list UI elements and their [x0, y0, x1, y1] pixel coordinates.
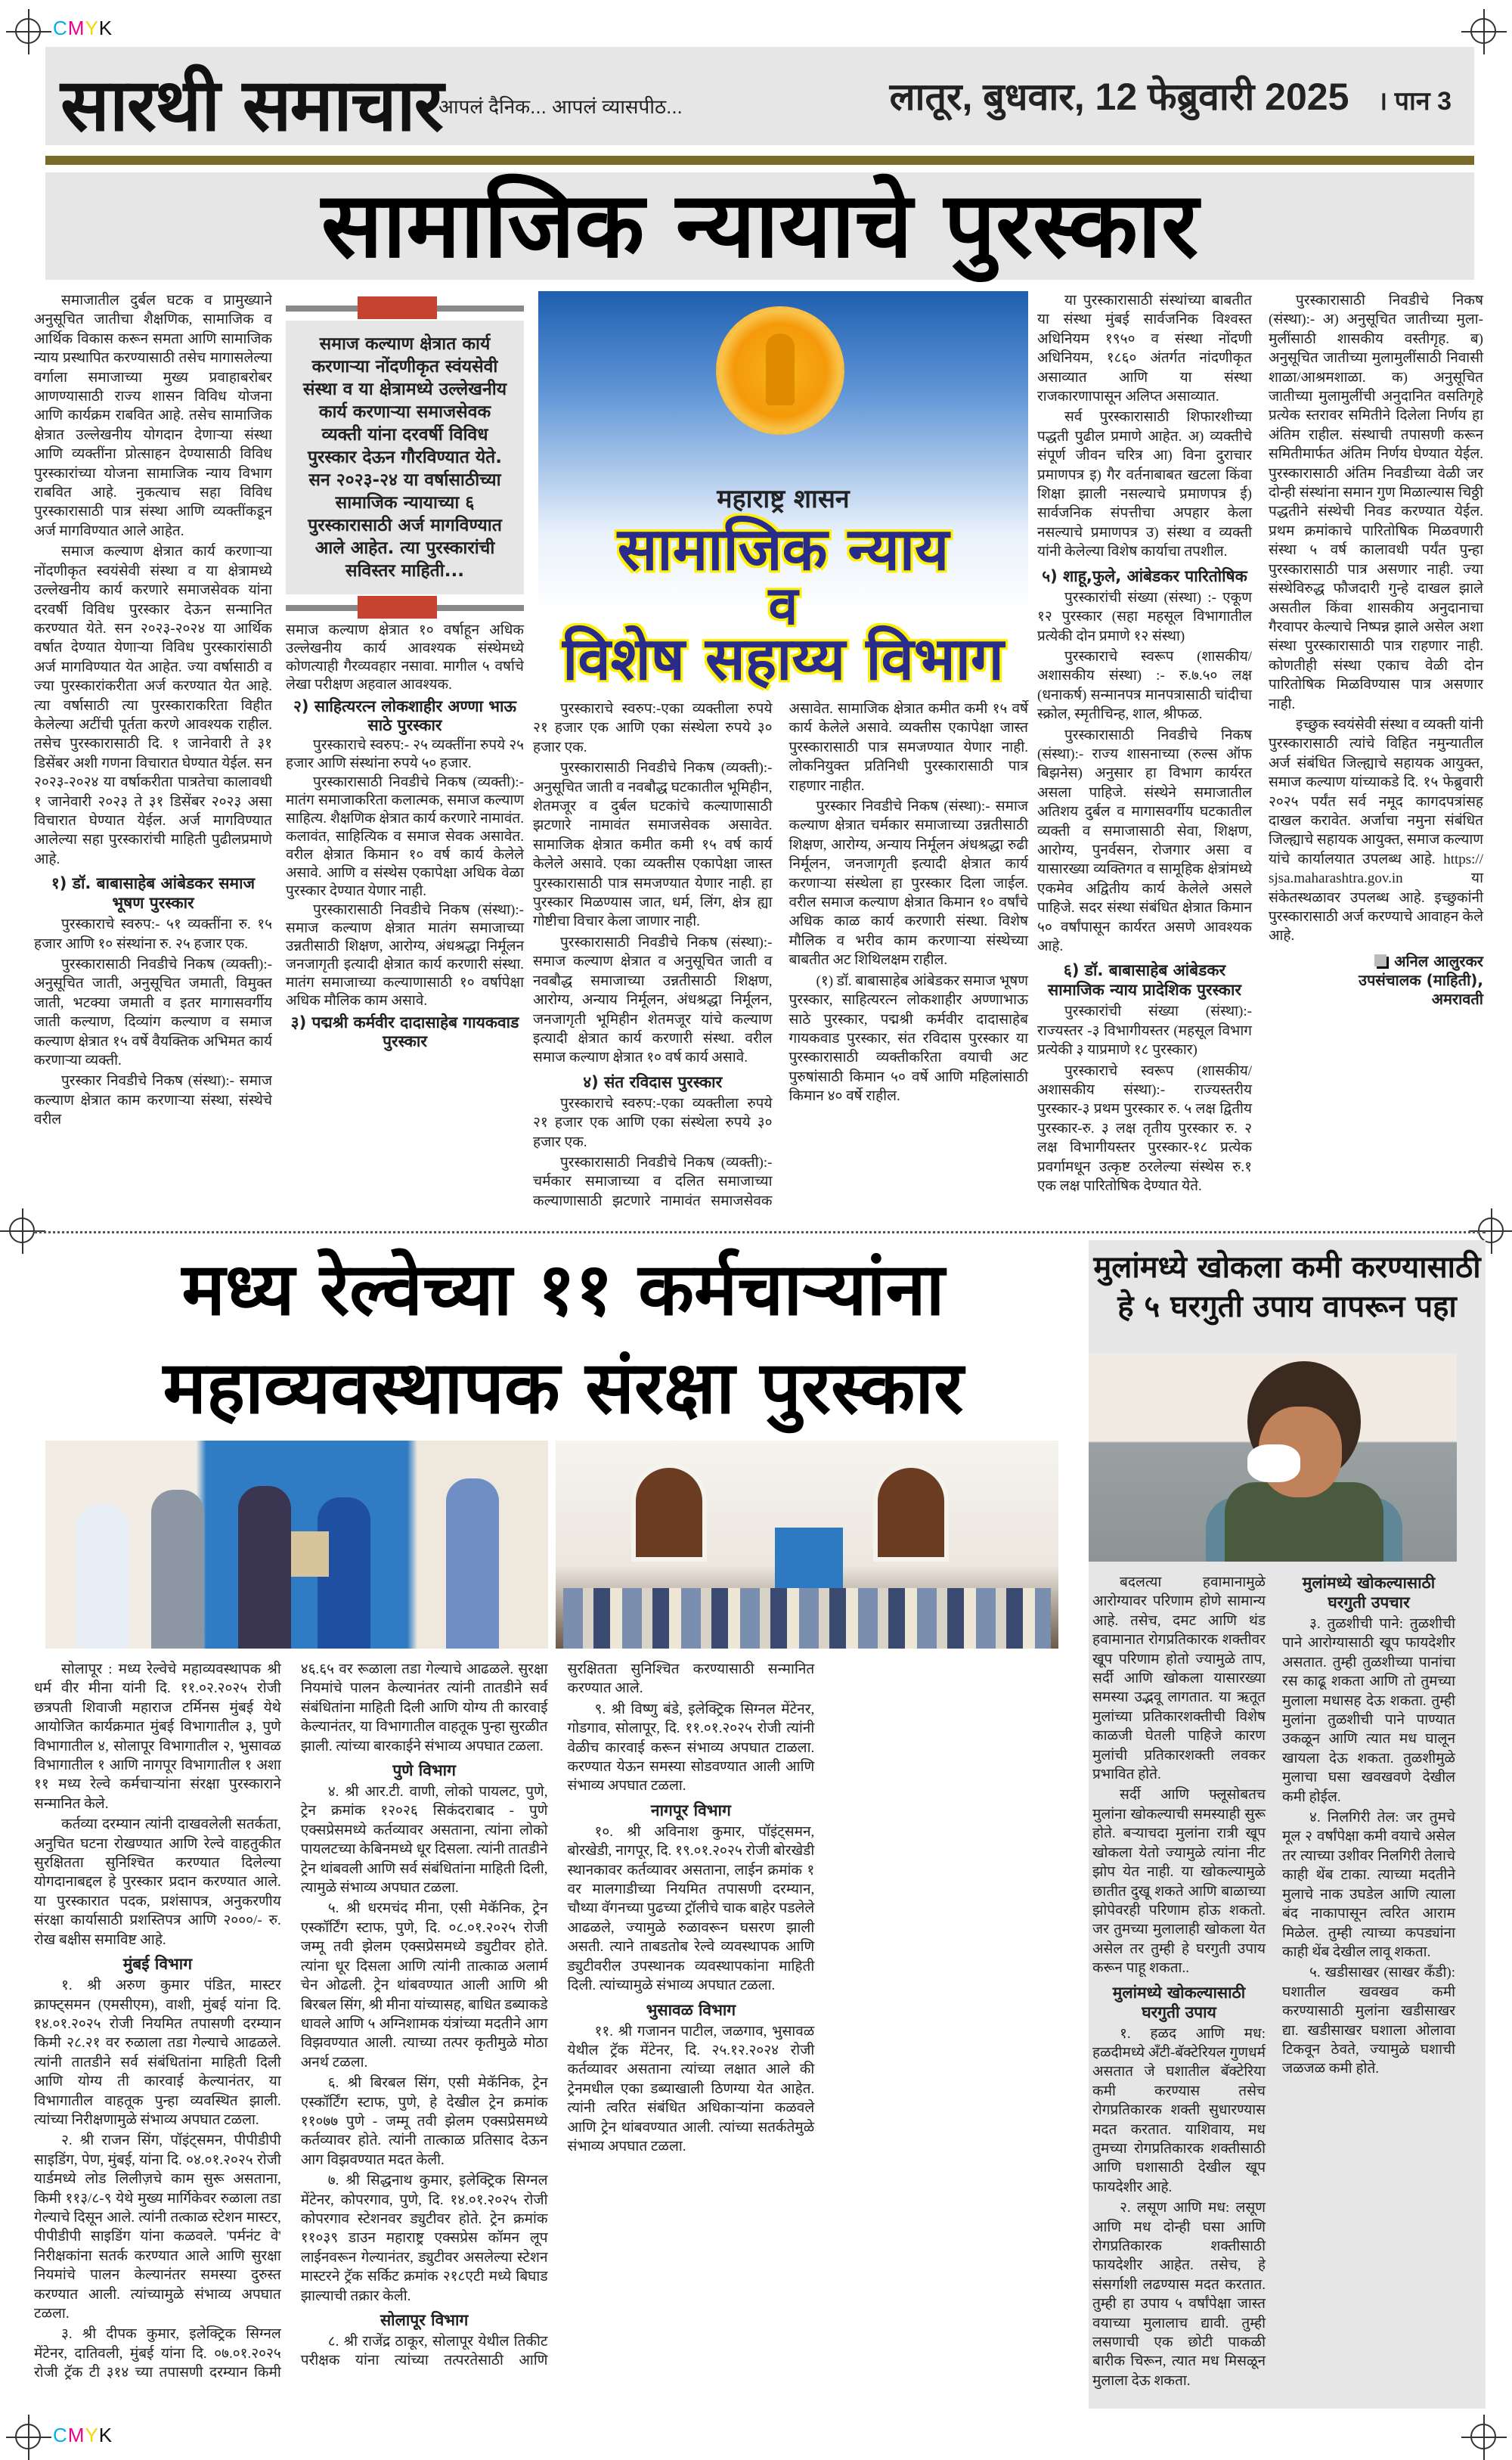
cmyk-y: Y: [85, 17, 99, 39]
paragraph: ५. खडीसाखर (साखर कँडी): घशातील खवखव कमी करण्यासाठी मुलांना खडीसाखर द्या. खडीसाखर घशाला ओलावा टिकवून ठेवते, ज्यामुळे घशाची जळजळ कमी होते.: [1282, 1965, 1455, 2077]
subheading: भुसावळ विभाग: [646, 2000, 736, 2019]
person-figure: [76, 1505, 129, 1649]
social-justice-department-poster: [538, 291, 1028, 693]
person-figure: [446, 1478, 499, 1649]
registration-mark-icon: [15, 2424, 41, 2449]
arched-window: [631, 1463, 707, 1562]
paragraph: बदलत्या हवामानामुळे आरोग्यावर परिणाम होणे सामान्य आहे. तसेच, दमट आणि थंड हवामानात रोगप्रतिकारक शक्तीवर खूप परिणाम होतो ज्यामुळे ताप, सर्दी आणि खोकला यासारख्या समस्या उद्भवू लागतात. या ऋतूत मुलांच्या प्रतिकारशक्तीची विशेष काळजी घेतली पाहिजे कारण मुलांची प्रतिकारशक्ती लवकर प्रभावित होते.: [1092, 1574, 1266, 1783]
paragraph: पुरस्काराचे स्वरूप (शासकीय/अशासकीय संस्था) :- रु.७.५० लक्ष (धनाकर्ष) सन्मानपत्र मानपत्रासाठी चांदीचा स्क्रोल, स्मृतीचिन्ह, शाल, श्रीफळ.: [1037, 648, 1252, 723]
top-story-column-1: [34, 291, 272, 1225]
registration-mark-icon: [1470, 2424, 1496, 2449]
rail-story-body: [34, 1660, 1081, 2401]
paragraph: ३. श्री दीपक कुमार, इलेक्ट्रिक सिग्नल मेंटेनर, दातिवली, मुंबई यांना दि. ०७.०१.२०२५ रोजी ट्रॅक टी ३१४ च्या तपासणी दरम्यान किमी ४६.६५ वर रूळाला तडा गेल्याचे आढळले. सुरक्षा नियमांचे पालन केल्यानंतर त्यांनी तातडीने सर्व संबंधितांना माहिती दिली आणि योग्य ती कारवाई केल्यानंतर, या विभागातील वाहतूक पुन्हा सुरळीत झाली. त्यांच्या बारकाईने संभाव्य अपघात टळला.: [34, 1661, 548, 2381]
paragraph: १. श्री अरुण कुमार पंडित, मास्टर क्राफ्ट्समन (एमसीएम), वाशी, मुंबई यांना दि. १४.०१.२०२५ रोजी नियमित तपासणी दरम्यान किमी २८.२१ वर रुळाला तडा गेल्याचे आढळले. त्यांनी तातडीने सर्व संबंधितांना माहिती दिली आणि योग्य ती कारवाई केल्यानंतर, या विभागातील वाहतूक पुन्हा व्यवस्थित झाली. त्यांच्या निरीक्षणामुळे संभाव्य अपघात टळला.: [34, 1978, 281, 2128]
subheading: १) डॉ. बाबासाहेब आंबेडकर समाज भूषण पुरस्कार: [51, 874, 256, 913]
paragraph: १. हळद आणि मध: हळदीमध्ये अँटी-बॅक्टेरियल गुणधर्म असतात जे घशातील बॅक्टेरिया कमी करण्यास तसेच रोगप्रतिकारक शक्ती सुधारण्यास मदत करतात. याशिवाय, मध तुमच्या रोगप्रतिकारक शक्तीसाठी आणि घशासाठी देखील खूप फायदेशीर आहे.: [1092, 2025, 1266, 2195]
paragraph: पुरस्कारासाठी निवडीचे निकष (व्यक्ती):- चर्मकार समाजाच्या व दलित समाजाच्या कल्याणासाठी झटणारे नामावंत समाजसेवक असावेत. सामाजिक क्षेत्रात कमीत कमी १५ वर्षे कार्य केलेले असावे. व्यक्तीस एकापेक्षा जास्त पुरस्कारासाठी पात्र समजण्यात येणार नाही. लोकनियुक्त प्रतिनिधी पुरस्कारासाठी पात्र राहणार नाहीत.: [533, 701, 1028, 1209]
subheading: ३) पद्मश्री कर्मवीर दादासाहेब गायकवाड पुरस्कार: [290, 1013, 519, 1050]
top-story-columns-3-4: [533, 700, 1028, 1225]
health-story-sidebar: [1089, 1240, 1486, 2409]
author-place: अमरावती: [1431, 989, 1483, 1008]
cmyk-m: M: [67, 17, 85, 39]
paragraph: पुरस्कारांची संख्या (संस्था) :- एकूण १२ पुरस्कार (सहा महसूल विभागातील प्रत्येकी दोन प्रमाणे १२ संस्था): [1037, 589, 1252, 644]
paragraph: पुरस्कारासाठी निवडीचे निकष (व्यक्ती):- अनुसूचित जाती व नवबौद्ध घटकातील भूमिहीन, शेतमजूर व दुर्बल घटकांचे कल्याणासाठी झटणारे नामावंत समाजसेवक असावेत. सामाजिक क्षेत्रात कमीत कमी १५ वर्ष कार्य केलेले असावे. एका व्यक्तीस एकापेक्षा जास्त पुरस्कारासाठी पात्र समजण्यात येणार नाही. हा पुरस्कार मिळण्यास जात, धर्म, लिंग, क्षेत्र ह्या गोष्टीचा विचार केला जाणार नाही.: [533, 760, 773, 930]
paragraph: पुरस्कारासाठी निवडीचे निकष (व्यक्ती):- मातंग समाजाकरिता कलात्मक, समाज कल्याण साहित्य. शैक्षणिक क्षेत्रात कार्य करणारे नामावंत. कलावंत, साहित्यिक व समाज सेवक असावेत. वरील क्षेत्रात किमान १० वर्ष कार्य केलेले असावे. आणि व संस्थेस एकापेक्षा अधिक वेळा पुरस्कार देण्यात येणार नाही.: [286, 774, 524, 899]
cmyk-m: M: [67, 2424, 85, 2446]
paragraph: २. लसूण आणि मध: लसूण आणि मध दोन्ही घसा आणि रोगप्रतिकारक शक्तीसाठी फायदेशीर आहेत. तसेच, हे संसर्गाशी लढण्यास मदत करतात. तुम्ही हा उपाय ५ वर्षांपेक्षा जास्त वयाच्या मुलालाच द्यावी. तुम्ही लसणाची एक छोटी पाकळी बारीक चिरून, त्यात मध मिसळून मुलाला देऊ शकता.: [1092, 2200, 1266, 2389]
subheading: मुंबई विभाग: [122, 1955, 193, 1974]
poster-title-line2: व: [768, 575, 798, 637]
author-title: उपसंचालक (माहिती),: [1358, 970, 1483, 989]
headline-line-2: हे ५ घरगुती उपाय वापरून पहा: [1117, 1289, 1457, 1324]
subheading: पुणे विभाग: [392, 1761, 456, 1780]
subheading: ६) डॉ. बाबासाहेब आंबेडकर सामाजिक न्याय प्रादेशिक पुरस्कार: [1048, 961, 1241, 1000]
paragraph: पुरस्कारासाठी निवडीचे निकष (व्यक्ती):- अनुसूचित जाती, अनुसूचित जमाती, विमुक्त जाती, भटक्या जमाती व इतर मागासवर्गीय जाती कल्याण, दिव्यांग कल्याण व समाज कल्याण क्षेत्रात १५ वर्षे वैयक्तिक अभिमत कार्य करणाऱ्या व्यक्ती.: [34, 957, 272, 1069]
headline-line-1: मध्य रेल्वेच्या ११ कर्मचाऱ्यांना: [181, 1247, 945, 1332]
subheading: सोलापूर विभाग: [380, 2311, 469, 2329]
byline: [1269, 952, 1483, 1009]
top-story-column-2-wrapper: [286, 302, 524, 1227]
certificate: [291, 1531, 329, 1577]
paragraph: ११. श्री गजानन पाटील, जळगाव, भुसावळ येथील ट्रॅक मेंटेनर, दि. २५.१२.२०२४ रोजी कर्तव्यावर असताना त्यांच्या लक्षात आले की ट्रेनमधील एका डब्याखाली ठिणग्या येत आहेत. त्यांनी त्वरित संबंधित अधिकाऱ्यांना कळवले आणि ट्रेन थांबवण्यात आली. त्यांच्या सतर्कतेमुळे संभाव्य अपघात टळला.: [567, 2023, 815, 2154]
page-number: । पान 3: [1377, 87, 1452, 116]
health-story-body: [1092, 1573, 1455, 2401]
decorative-bar: [286, 605, 524, 611]
paragraph: पुरस्काराचे स्वरूप (शासकीय/अशासकीय संस्था):- राज्यस्तरीय पुरस्कार-३ प्रथम पुरस्कार रु. ५ लक्ष द्वितीय पुरस्कार-रु. ३ लक्ष तृतीय पुरस्कार रु. २ लक्ष विभागीयस्तर पुरस्कार-१८ प्रत्येक प्रवर्गामधून उत्कृष्ट ठरलेल्या संस्थेस रु.१ एक लक्ष पारितोषिक देण्यात येते.: [1037, 1062, 1252, 1195]
person-figure: [238, 1486, 291, 1649]
paragraph: ४. निलगिरी तेल: जर तुमचे मूल २ वर्षांपेक्षा कमी वयाचे असेल तर त्याच्या उशीवर निलगिरी तेलाचे काही थेंब टाका. त्याच्या मदतीने मुलाचे नाक उघडेल आणि त्याला बंद नाकापासून त्वरित आराम मिळेल. तुम्ही त्याच्या कपड्यांना काही थेंब देखील लावू शकता.: [1282, 1810, 1455, 1960]
tagline: आपलं दैनिक... आपलं व्यासपीठ...: [438, 95, 683, 118]
dateline: [890, 70, 1452, 121]
pull-quote: समाज कल्याण क्षेत्रात कार्य करणाऱ्या नोंदणीकृत स्वंयसेवी संस्था व या क्षेत्रामध्ये उल्लेखनीय कार्य करणाऱ्या समाजसेवक व्यक्ती यांना दरवर्षी विविध पुरस्कार देऊन गौरविण्यात येते. सन २०२३-२४ या वर्षासाठीच्या सामाजिक न्यायाच्या ६ पुरस्कारासाठी अर्ज मागविण्यात आले आहेत. त्या पुरस्कारांची सविस्तर माहिती...: [286, 321, 524, 594]
health-story-headline: [1089, 1240, 1486, 1326]
cmyk-c: C: [53, 2424, 68, 2446]
award-ceremony-photo: [45, 1441, 548, 1649]
top-story-column-2: [286, 622, 524, 1053]
top-story-headline: सामाजिक न्यायाचे पुरस्कार: [45, 172, 1474, 280]
paragraph: पुरस्कारासाठी निवडीचे निकष (संस्था):- समाज कल्याण क्षेत्रात मातंग समाजाच्या उन्नतीसाठी शिक्षण, आरोग्य, अंधश्रद्धा निर्मूलन जनजागृती इत्यादी क्षेत्रात कार्य करणारी संस्था. मातंग समाजाच्या कल्याणासाठी १० वर्षापेक्षा अधिक मौलिक काम असावे.: [286, 902, 524, 1009]
paragraph: पुरस्कार निवडीचे निकष (संस्था):- समाज कल्याण क्षेत्रात काम करणाऱ्या संस्था, संस्थेचे वरील: [34, 1073, 272, 1128]
paragraph: सोलापूर : मध्य रेल्वेचे महाव्यवस्थापक श्री धर्म वीर मीना यांनी दि. ११.०२.२०२५ रोजी छत्रपती शिवाजी महाराज टर्मिनस मुंबई येथे आयोजित कार्यक्रमात मुंबई विभागातील ३, पुणे विभागातील ४, सोलापूर विभागातील २, भुसावळ विभागातील १ आणि नागपूर विभागातील १ अशा ११ मध्य रेल्वे कर्मचाऱ्यांना संरक्षा पुरस्काराने सन्मानित केले.: [34, 1661, 281, 1812]
cmyk-y: Y: [85, 2424, 99, 2446]
paragraph: सर्दी आणि फ्लूसोबतच मुलांना खोकल्याची समस्याही सुरू होते. बऱ्याचदा मुलांना रात्री खूप खोकला येतो ज्यामुळे त्यांना नीट झोप येत नाही. या खोकल्यामुळे छातीत दुखू शकते आणि बाळाच्या झोपेवरही परिणाम होऊ शकतो. जर तुमच्या मुलालाही खोकला येत असेल तर तुम्ही हे घरगुती उपाय करून पाहू शकता..: [1092, 1787, 1266, 1977]
child-with-tissue-photo: [1089, 1354, 1457, 1562]
poster-title-line3: विशेष सहाय्य विभाग: [562, 625, 1004, 693]
paragraph: पुरस्कार निवडीचे निकष (संस्था):- समाज कल्याण क्षेत्रात चर्मकार समाजाच्या उन्नतीसाठी शिक्षण, आरोग्य, अन्याय निर्मूलन अंधश्रद्धा रुढी निर्मूलन, जनजागृती इत्यादी क्षेत्रात कार्य करणाऱ्या संस्थेला हा पुरस्कार दिला जाईल. वरील समाज कल्याण क्षेत्रात किमान १० वर्षांचे अधिक काळ कार्य करणारी संस्था. विशेष मौलिक व भरीव काम करणाऱ्या संस्थेच्या बाबतीत अट शिथिलक्षम राहील.: [789, 799, 1028, 969]
newspaper-logo: सारथी समाचार: [60, 63, 442, 147]
photo-tissue: [1247, 1444, 1300, 1482]
date: लातूर, बुधवार, 12 फेब्रुवारी 2025: [889, 76, 1349, 118]
paragraph: ८. श्री राजेंद्र ठाकूर, सोलापूर येथील तिकीट परीक्षक यांना त्यांच्या तत्परतेसाठी आणि सुरक्षितता सुनिश्चित करण्यासाठी सन्मानित करण्यात आले.: [300, 1661, 815, 2369]
cmyk-mark-top: [53, 17, 113, 40]
paragraph: या पुरस्कारासाठी संस्थांच्या बाबतीत या संस्था मुंबई सार्वजनिक विश्वस्त अधिनियम १९५० व संस्था नोंदणी अधिनियम, १८६० अंतर्गत नांदणीकृत असाव्यात आणि या संस्था राजकारणापासून अलिप्त असाव्यात.: [1037, 293, 1252, 405]
rail-story-headline: [45, 1240, 1081, 1437]
paragraph: पुरस्कारासाठी निवडीचे निकष (संस्था):- अ) अनुसूचित जातीच्या मुला-मुलींसाठी शासकीय वस्तीगृह. ब) अनुसूचित जातीच्या मुलामुलींसाठी निवासी शाळा/आश्रमशाळा. क) अनुसूचित जातीच्या मुलामुलींची अनुदानित वसतिगृहे प्रत्येक स्तरावर समितीने दिलेला निर्णय हा अंतिम राहील. संस्थाची तपासणी करून समितीमार्फत अंतिम निर्णय घेण्यात येईल. पुरस्कारासाठी अंतिम निवडीच्या वेळी जर दोन्ही संस्थांना समान गुण मिळाल्यास चिठ्ठी पद्धतीने संस्थेची निवड करण्यात येईल. प्रथम क्रमांकाचे पारितोषिक मिळवणारी संस्था ५ वर्ष कालावधी पर्यंत पुन्हा पुरस्कारासाठी पात्र असणार नाही. ज्या संस्थेविरुद्ध फौजदारी गुन्हे दाखल झाले असतील किंवा शासकीय अनुदानाचा गैरवापर केल्याचे निष्पन्न झाले असेल अशा संस्था पुरस्कारासाठी पात्र राहणार नाही. कोणतीही संस्था एकाच वेळी दोन पारितोषिक मिळविण्यास पात्र असणार नाही.: [1269, 293, 1483, 712]
paragraph: २. श्री राजन सिंग, पॉइंट्समन, पीपीडीपी साइडिंग, पेण, मुंबई, यांना दि. ०४.०१.२०२५ रोजी यार्डमध्ये लोड लिलीज़चे काम सुरू असताना, किमी ११३/८-९ येथे मुख्य मार्गिकेवर रुळाला तडा गेल्याचे दिसून आले. त्यांनी तत्काळ स्टेशन मास्टर, पीपीडीपी साइडिंग यांना कळवले. 'पर्मनंट वे' निरीक्षकांना सतर्क करण्यात आले आणि सुरक्षा नियमांचे पालन केल्यानंतर समस्या दुरुस्त करण्यात आली. त्यांच्यामुळे संभाव्य अपघात टळला.: [34, 2133, 281, 2322]
cmyk-mark-bottom: [53, 2424, 113, 2447]
cmyk-k: K: [98, 2424, 113, 2446]
byline-marker-icon: [1374, 954, 1387, 966]
masthead-rule: [45, 156, 1474, 165]
decorative-bar: [286, 306, 524, 312]
author-name: अनिल आलुरकर: [1394, 951, 1483, 970]
paragraph: समाज कल्याण क्षेत्रात १० वर्षाहून अधिक उल्लेखनीय कार्य आवश्यक संस्थेमध्ये कोणत्याही गैरव्यवहार नसावा. मागील ५ वर्षाचे लेखा परीक्षण अहवाल आवश्यक.: [286, 622, 524, 693]
paragraph: कर्तव्या दरम्यान त्यांनी दाखवलेली सतर्कता, अनुचित घटना रोखण्यात आणि रेल्वे वाहतुकीत सुरक्षितता सुनिश्चित करण्यात दिलेल्या योगदानाबद्दल हे पुरस्कार प्रदान करण्यात आले. या पुरस्कारात पदक, प्रशंसापत्र, अनुकरणीय संरक्षा कार्यासाठी प्रशस्तिपत्र आणि २०००/- रु. रोख बक्षीस समाविष्ट आहे.: [34, 1816, 281, 1948]
top-story-columns-5-6: [1037, 291, 1483, 1225]
subheading: ४) संत रविदास पुरस्कार: [583, 1072, 723, 1091]
paragraph: पुरस्काराचे स्वरुप:-एका व्यक्तीला रुपये २१ हजार एक आणि एका संस्थेला रुपये ३० हजार एक.: [533, 701, 773, 755]
paragraph: पुरस्काराचे स्वरुप:-एका व्यक्तीला रुपये २१ हजार एक आणि एका संस्थेला रुपये ३० हजार एक.: [533, 1095, 773, 1150]
section-divider: [34, 1231, 1486, 1233]
registration-mark-icon: [1470, 18, 1496, 44]
group-photo: [556, 1441, 1058, 1649]
paragraph: १०. श्री अविनाश कुमार, पॉइंट्समन, बोरखेडी, नागपूर, दि. १९.०१.२०२५ रोजी बोरखेडी स्थानकावर कर्तव्यावर असताना, लाईन क्रमांक १ वर मालगाडीच्या नियमित तपासणी दरम्यान, चौथ्या वॅगनच्या पुढच्या ट्रॉलीचे चाक बाहेर पडलेले आढळले, ज्यामुळे रुळावरून घसरण झाली असती. त्याने ताबडतोब रेल्वे व्यवस्थापक आणि ड्युटीवरील उपस्थानक व्यवस्थापकांना माहिती दिली. त्यांच्यामुळे संभाव्य अपघात टळला.: [567, 1823, 815, 1994]
cmyk-k: K: [98, 17, 113, 39]
subheading: मुलांमध्ये खोकल्यासाठी घरगुती उपचार: [1302, 1574, 1436, 1612]
paragraph: समाज कल्याण क्षेत्रात कार्य करणाऱ्या नोंदणीकृत स्वयंसेवी संस्था व या क्षेत्रामध्ये उल्लेखनीय कार्य करणारे समाजसेवक यांना दरवर्षी विविध पुरस्कार देऊन सन्मानित करण्यात येते. सन २०२३-२०२४ या आर्थिक वर्षात देण्यात येणाऱ्या विविध पुरस्कारांसाठी अर्ज मागविण्यात येत आहेत. ज्या वर्षासाठी व ज्या पुरस्कारांकरीता अर्ज करण्यात येत आहे. त्या वर्षासाठी त्या पुरस्काराकरिता विहीत केलेल्या अटींची पूर्तता करणे आवश्यक राहील. तसेच पुरस्कारासाठी दि. १ जानेवारी ते ३१ डिसेंबर अशी गणना विचारात घेण्यात येईल. सन २०२३-२०२४ या वर्षाकरीता पात्रतेचा कालावधी १ जानेवारी २०२३ ते ३१ डिसेंबर २०२३ असा विचारात घेण्यात येईल. अर्ज मागविण्यात आलेल्या सहा पुरस्कारांची माहिती पुढीलप्रमाणे आहे.: [34, 544, 272, 867]
paragraph: पुरस्कारांची संख्या (संस्था):- राज्यस्तर -३ विभागीयस्तर (महसूल विभाग प्रत्येकी ३ याप्रमाणे १८ पुरस्कार): [1037, 1004, 1252, 1059]
paragraph: सर्व पुरस्कारासाठी शिफारशीच्या पद्धती पुढील प्रमाणे आहेत. अ) व्यक्तीचे संपूर्ण जीवन चरित्र आ) विना दुराचार प्रमाणपत्र इ) गैर वर्तनाबाबत खटला किंवा शिक्षा झाली नसल्याचे प्रमाणपत्र ई) सार्वजनिक संपत्तीचा अपहार केला नसल्याचे प्रमाणपत्र उ) संस्था व व्यक्ती यांनी केलेल्या विशेष कार्याचा तपशील.: [1037, 409, 1252, 560]
paragraph: ९. श्री विष्णु बंडे, इलेक्ट्रिक सिग्नल मेंटेनर, गोडगाव, सोलापूर, दि. ११.०१.२०२५ रोजी त्यांनी वेळीच कारवाई करून संभाव्य अपघात टाळला. करण्यात येऊन समस्या सोडवण्यात आली आणि संभाव्य अपघात टळला.: [567, 1701, 815, 1795]
maharashtra-seal-icon: [716, 306, 844, 435]
paragraph: ३. तुळशीची पाने: तुळशीची पाने आरोग्यासाठी खूप फायदेशीर असतात. तुम्ही तुळशीच्या पानांचा रस काढू शकता आणि तो तुमच्या मुलाला मधासह देऊ शकता. तुम्ही मुलांना तुळशीची पाने पाण्यात उकळून आणि त्यात मध घालून खायला देऊ शकता. तुळशीमुळे मुलाचा घसा खवखवणे देखील कमी होईल.: [1282, 1616, 1455, 1805]
subheading: २) साहित्यरत्न लोकशाहीर अण्णा भाऊ साठे पुरस्कार: [293, 697, 516, 734]
masthead: [45, 47, 1474, 145]
subheading: नागपूर विभाग: [650, 1801, 731, 1819]
poster-govt-label: महाराष्ट्र शासन: [717, 484, 850, 514]
person-figure: [151, 1490, 204, 1649]
paragraph: समाजातील दुर्बल घटक व प्रामुख्याने अनुसूचित जातीचा शैक्षणिक, सामाजिक व आर्थिक विकास करून समता आणि सामाजिक न्याय प्रस्थापित करण्यासाठी तसेच मागासलेल्या वर्गाला समाजाच्या मुख्य प्रवाहाबरोबर आणण्यासाठी राज्य शासन विविध योजना आणि कार्यक्रम राबवित आहे. तसेच सामाजिक क्षेत्रात उल्लेखनीय योगदान देणाऱ्या संस्था आणि व्यक्तींना प्रोत्साहन देण्यासाठी विविध पुरस्कारांच्या योजना सामाजिक न्याय विभाग राबवित आहे. नुकत्याच सहा विविध पुरस्कारासाठी पात्र संस्था आणि व्यक्तींकडून अर्ज मागविण्यात आले आहेत.: [34, 293, 272, 539]
registration-mark-icon: [9, 1218, 35, 1243]
paragraph: पुरस्काराचे स्वरुप:- २५ व्यक्तींना रुपये २५ हजार आणि संस्थांना रुपये ५० हजार.: [286, 737, 524, 771]
poster-title-line1: सामाजिक न्याय: [617, 516, 950, 584]
registration-mark-icon: [15, 18, 41, 44]
headline-line-2: महाव्यवस्थापक संरक्षा पुरस्कार: [163, 1345, 964, 1430]
paragraph: इच्छुक स्वयंसेवी संस्था व व्यक्ती यांनी पुरस्कारासाठी त्यांचे विहित नमुन्यातील अर्ज संबंधित जिल्ह्याचे सहायक आयुक्त, समाज कल्याण यांच्याकडे दि. १५ फेब्रुवारी २०२५ पर्यंत सर्व नमूद कागदपत्रांसह दाखल करावेत. अर्जाचा नमुना संबंधित जिल्ह्याचे सहायक आयुक्त, समाज कल्याण यांचे कार्यालयात उपलब्ध आहे. https:// sjsa.maharashtra.gov.in या संकेतस्थळावर उपलब्ध आहे. इच्छुकांनी पुरस्कारासाठी अर्ज करण्याचे आवाहन केले आहे.: [1269, 716, 1483, 945]
paragraph: पुरस्कारासाठी निवडीचे निकष (संस्था):- राज्य शासनाच्या (रुल्स ऑफ बिझनेस) अनुसार हा विभाग कार्यरत असला पाहिजे. संस्थेने समाजातील अतिशय दुर्बल व मागासवर्गीय घटकातील व्यक्ती व समाजासाठी सेवा, शिक्षण, आरोग्य, पुनर्वसन, रोजगार असा व यासारख्या व्यक्तिगत व सामूहिक क्षेत्रांमध्ये एकमेव अद्वितीय कार्य केलेले असले पाहिजे. सदर संस्था संबंधित क्षेत्रात किमान ५० वर्षांपासून कार्यरत असणे आवश्यक आहे.: [1037, 727, 1252, 954]
paragraph: पुरस्कारासाठी निवडीचे निकष (संस्था):- समाज कल्याण क्षेत्रात व अनुसूचित जाती व नवबौद्ध समाजाच्या उन्नतीसाठी शिक्षण, आरोग्य, अन्याय निर्मूलन, अंधश्रद्धा निर्मूलन, जनजागृती भूमिहीन शेतमजूर यांचे कल्याण इत्यादी क्षेत्रात कार्य करणारी संस्था. वरील समाज कल्याण क्षेत्रात १० वर्ष कार्य असावे.: [533, 934, 773, 1066]
paragraph: ७. श्री सिद्धनाथ कुमार, इलेक्ट्रिक सिग्नल मेंटेनर, कोपरगाव, पुणे, दि. १४.०१.२०२५ रोजी कोपरगाव स्टेशनवर ड्युटीवर होते. ट्रेन क्रमांक ११०३९ डाउन महाराष्ट्र एक्सप्रेस कॉमन लूप लाईनवरून गेल्यानंतर, ड्युटीवर असलेल्या स्टेशन मास्टरने ट्रॅक सर्किट क्रमांक २१८एटी मध्ये बिघाड झाल्याची तक्रार केली.: [300, 2173, 548, 2304]
group-of-people: [563, 1588, 1051, 1649]
paragraph: ६. श्री बिरबल सिंग, एसी मेकॅनिक, ट्रेन एस्कॉर्टिंग स्टाफ, पुणे, हे देखील ट्रेन क्रमांक ११०७७ पुणे - जम्मू तवी झेलम एक्सप्रेसमध्ये कर्तव्यावर होते. त्यांनी तात्काळ प्रतिसाद देऊन आग विझवण्यात मदत केली.: [300, 2075, 548, 2168]
paragraph: (१) डॉ. बाबासाहेब आंबेडकर समाज भूषण पुरस्कार, साहित्यरत्न लोकशाहीर अण्णाभाऊ साठे पुरस्कार, पद्मश्री कर्मवीर दादासाहेब गायकवाड पुरस्कार, संत रविदास पुरस्कार या पुरस्कारासाठी व्यक्तीकरिता वयाची अट पुरुषांसाठी किमान ५० वर्षे आणि महिलांसाठी किमान ४० वर्षे राहील.: [789, 973, 1028, 1105]
paragraph: ४. श्री आर.टी. वाणी, लोको पायलट, पुणे, ट्रेन क्रमांक १२०२६ सिकंदराबाद - पुणे एक्सप्रेसमध्ये कर्तव्यावर असताना, त्यांना लोको पायलटच्या केबिनमध्ये धूर दिसला. त्यांनी तातडीने ट्रेन थांबवली आणि सर्व संबंधितांना माहिती दिली, त्यामुळे संभाव्य अपघात टळला.: [300, 1784, 548, 1897]
cmyk-c: C: [53, 17, 68, 39]
subheading: मुलांमध्ये खोकल्यासाठी घरगुती उपाय: [1112, 1983, 1246, 2021]
arched-window: [873, 1463, 949, 1562]
paragraph: पुरस्काराचे स्वरुप:- ५१ व्यक्तींना रु. १५ हजार आणि १० संस्थांना रु. २५ हजार एक.: [34, 917, 272, 952]
paragraph: ५. श्री धरमचंद मीना, एसी मेकॅनिक, ट्रेन एस्कॉर्टिंग स्टाफ, पुणे, दि. ०८.०१.२०२५ रोजी जम्मू तवी झेलम एक्सप्रेसमध्ये ड्युटीवर होते. त्यांना धूर दिसला आणि त्यांनी तात्काळ अलार्म चेन ओढली. ट्रेन थांबवण्यात आली आणि श्री बिरबल सिंग, श्री मीना यांच्यासह, बाधित डब्याकडे धावले आणि ५ अग्निशामक यंत्रांच्या मदतीने आग विझवण्यात आली. त्याच्या तत्पर कृतीमुळे मोठा अनर्थ टळला.: [300, 1900, 548, 2071]
headline-line-1: मुलांमध्ये खोकला कमी करण्यासाठी: [1093, 1250, 1481, 1285]
subheading: ५) शाहू,फुले, आंबेडकर पारितोषिक: [1042, 566, 1247, 585]
